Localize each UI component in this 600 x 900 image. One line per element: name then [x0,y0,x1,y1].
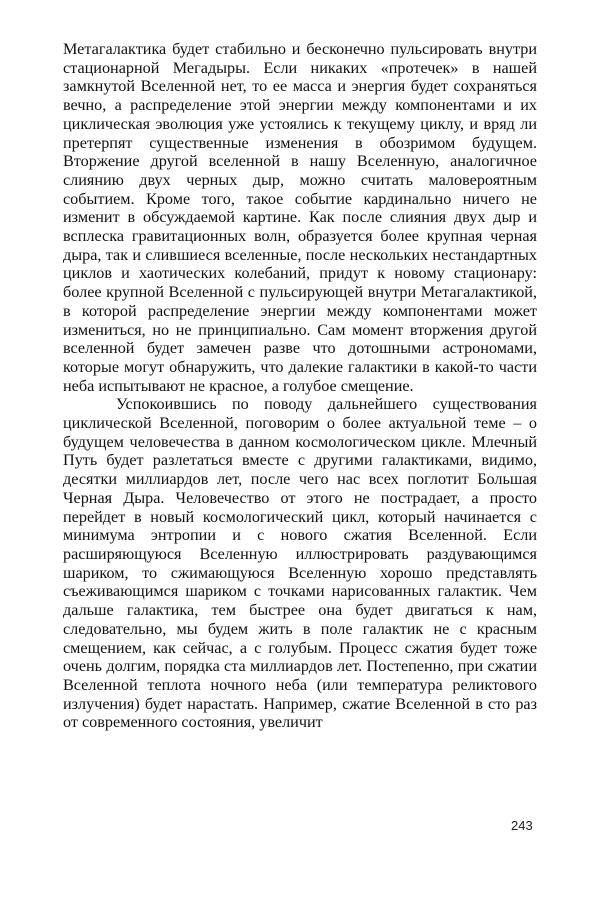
paragraph-2: Успокоившись по поводу дальнейшего существования циклической Вселенной, поговорим о более актуальной теме – о будущем человечества в данном космологическом цикле. Млечный Путь будет разлетаться вместе с другими галактиками, видимо, десятки миллиардов лет, после чего нас всех поглотит Большая Черная Дыра. Человечество от этого не пострадает, а просто перейдет в новый космологический цикл, который начинается с минимума энтропии и с нового сжатия Вселенной. Если расширяющуюся Вселенную иллюстрировать раздувающимся шариком, то сжимающуюся Вселенную хорошо представлять съеживающимся шариком с точками нарисованных галактик. Чем дальше галактика, тем быстрее она будет двигаться к нам, следовательно, мы будем жить в поле галактик не с красным смещением, как сейчас, а с голубым. Процесс сжатия будет тоже очень долгим, порядка ста миллиардов лет. Постепенно, при сжатии Вселенной теплота ночного неба (или температура реликтового излучения) будет нарастать. Например, сжатие Вселенной в сто раз от современного состояния, увеличит [63,395,537,732]
book-page [63,40,537,732]
paragraph-1: Метагалактика будет стабильно и бесконечно пульсировать внутри стационарной Мегадыры. Если никаких «протечек» в нашей замкнутой Вселенной нет, то ее масса и энергия будет сохраняться вечно, а распределение этой энергии между компонентами и их циклическая эволюция уже устоялись к текущему циклу, и вряд ли претерпят существенные изменения в обозримом будущем. Вторжение другой вселенной в нашу Вселенную, аналогичное слиянию двух черных дыр, можно считать маловероятным событием. Кроме того, такое событие кардинально ничего не изменит в обсуждаемой картине. Как после слияния двух дыр и всплеска гравитационных волн, образуется более крупная черная дыра, так и слившиеся вселенные, после нескольких нестандартных циклов и хаотических колебаний, придут к новому стационару: более крупной Вселенной с пульсирующей внутри Метагалактикой, в которой распределение энергии между компонентами может измениться, но не принципиально. Сам момент вторжения другой вселенной будет замечен разве что дотошными астрономами, которые могут обнаружить, что далекие галактики в какой-то части неба испытывают не красное, а голубое смещение. [63,40,537,395]
page-number: 243 [511,818,533,833]
